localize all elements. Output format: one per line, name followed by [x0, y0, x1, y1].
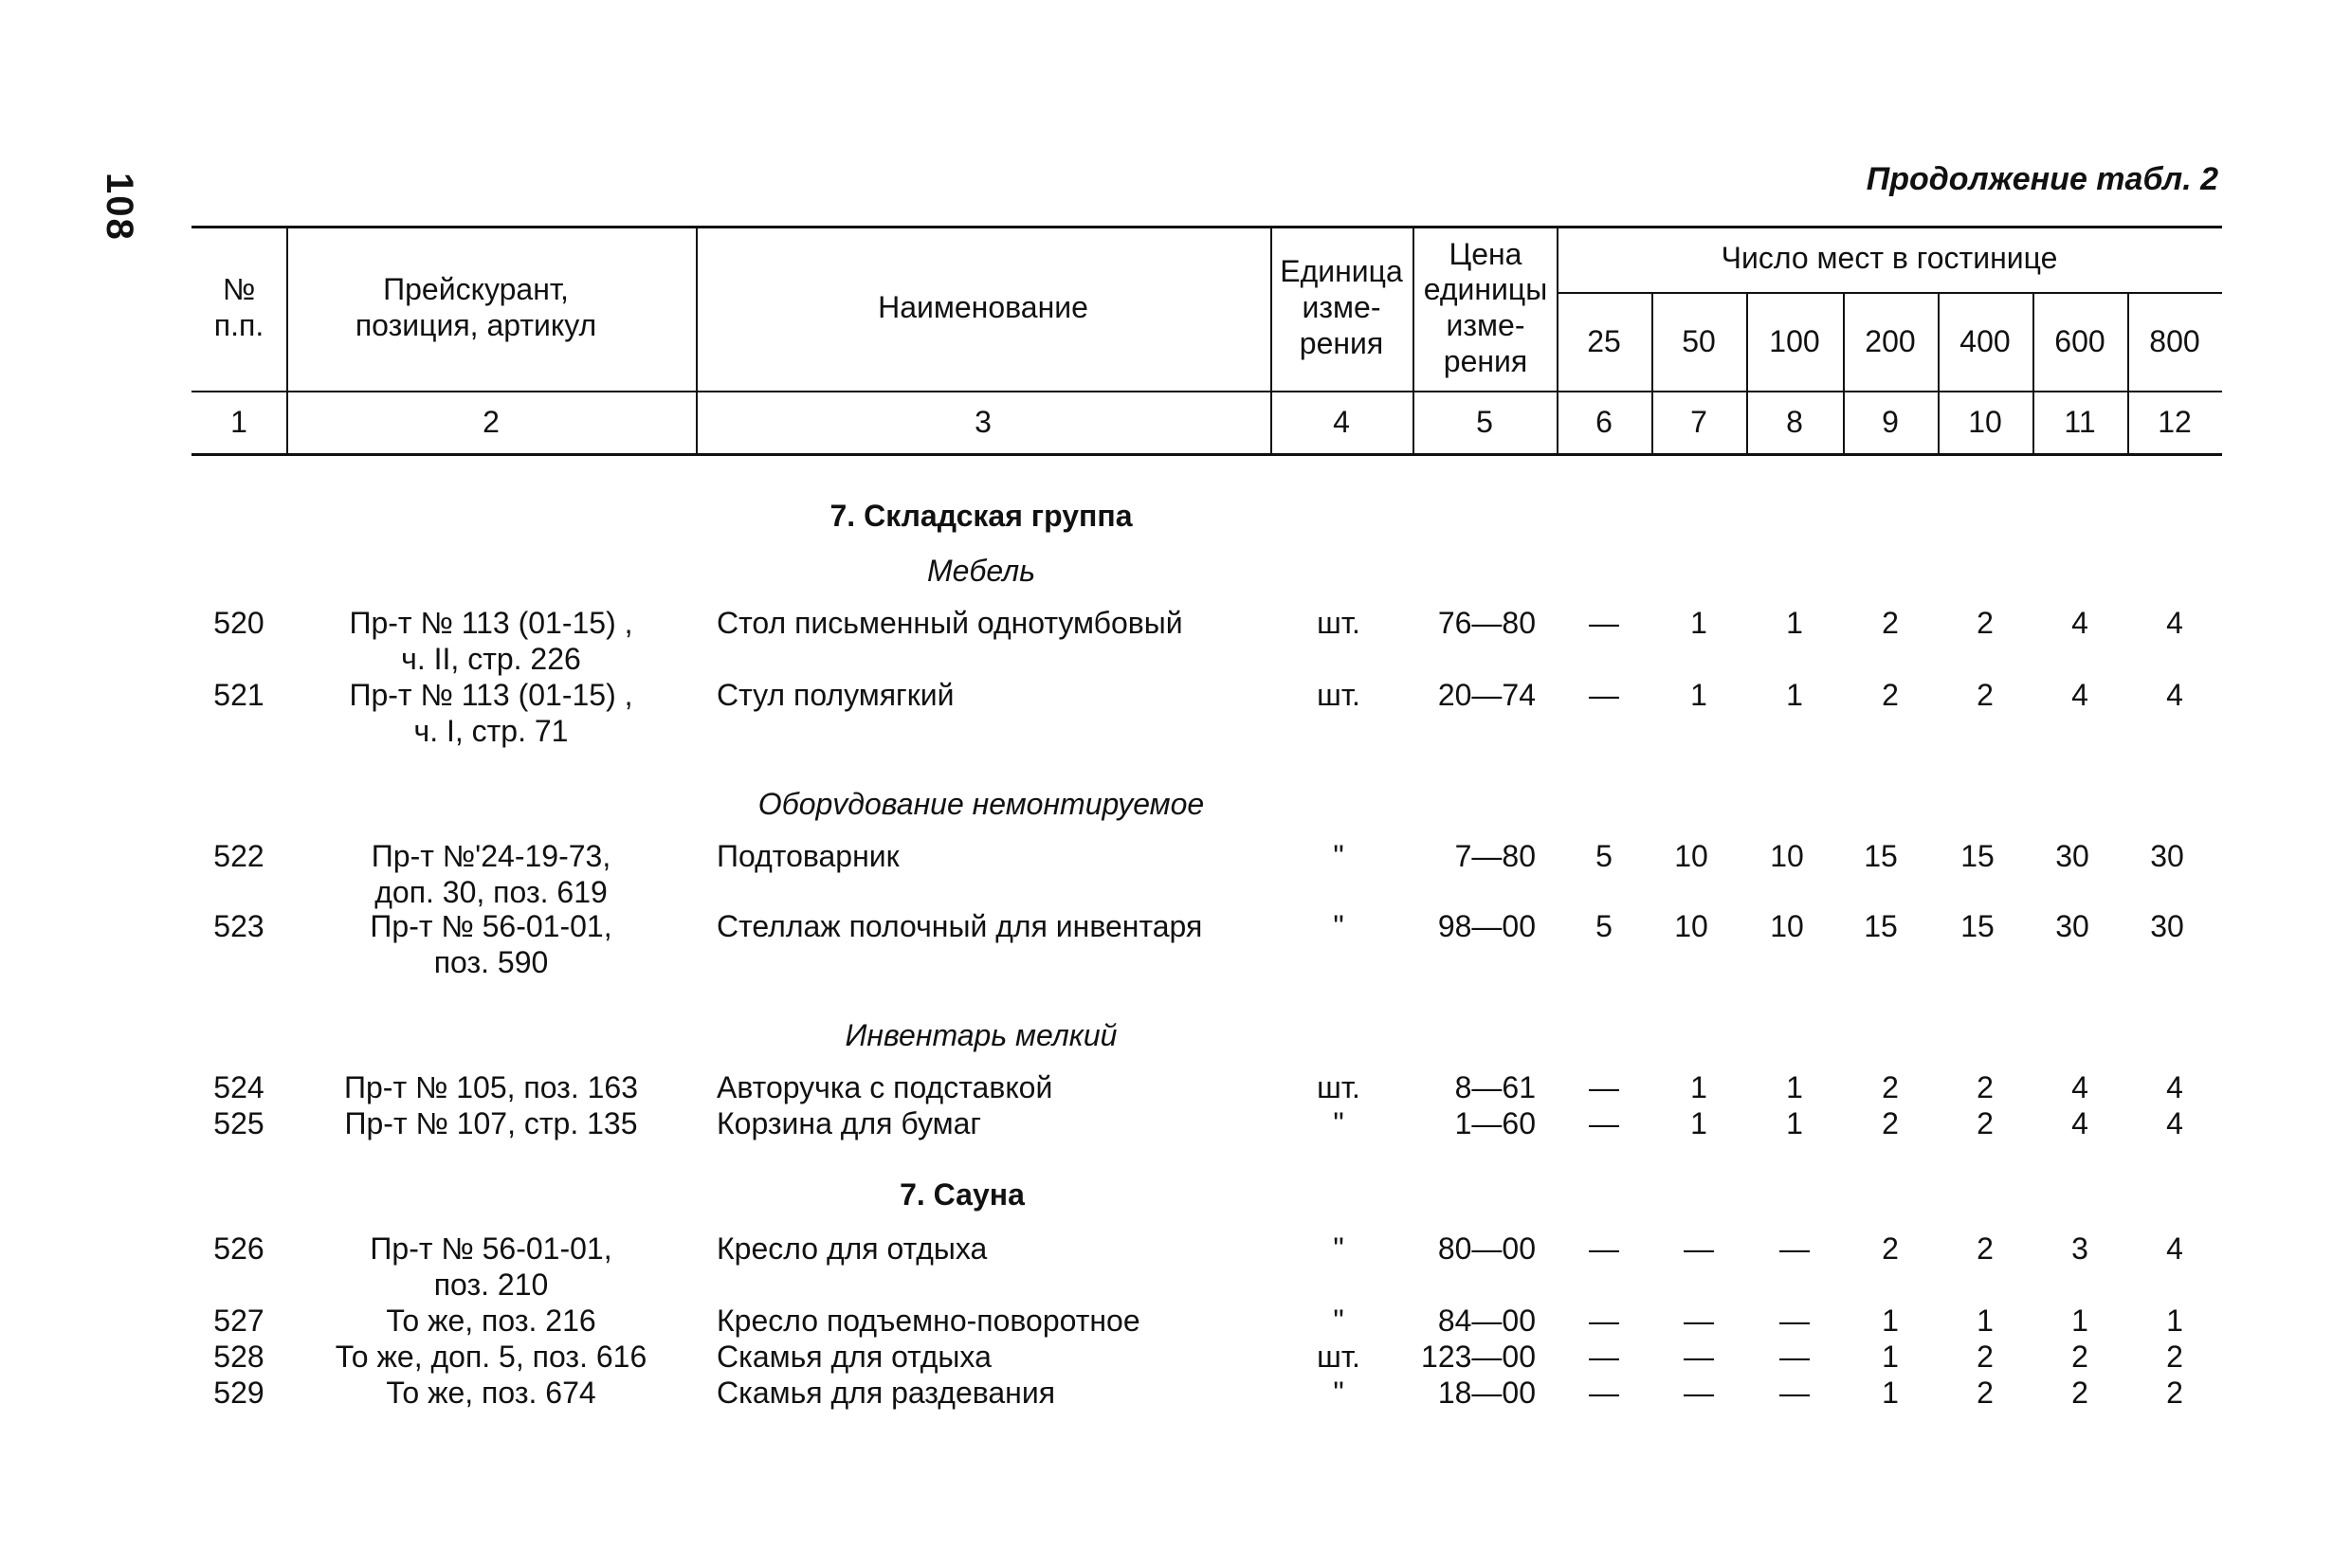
- qty-400: 2: [1977, 1376, 1994, 1410]
- qty-50: 10: [1674, 909, 1708, 943]
- row-unit: шт.: [1317, 1340, 1360, 1374]
- col-number: 12: [2158, 405, 2192, 440]
- qty-600: 30: [2055, 909, 2089, 943]
- row-name: Скамья для раздевания: [717, 1376, 1056, 1410]
- qty-25: —: [1589, 1106, 1619, 1140]
- row-unit: шт.: [1317, 1070, 1360, 1104]
- qty-600: 4: [2071, 1106, 2088, 1140]
- row-name: Подтоварник: [717, 839, 900, 873]
- row-name: Кресло подъемно-поворотное: [717, 1304, 1140, 1338]
- row-unit: ": [1333, 1376, 1344, 1410]
- row-price-list-cont: поз. 590: [433, 945, 549, 979]
- row-name: Стол письменный однотумбовый: [717, 606, 1183, 640]
- col-number: 9: [1882, 405, 1899, 440]
- row-price-list: Пр-т № 56-01-01,: [370, 909, 612, 943]
- col-number: 6: [1595, 405, 1613, 440]
- row-number: 520: [213, 606, 264, 640]
- qty-50: 1: [1690, 1106, 1707, 1140]
- qty-400: 2: [1977, 678, 1994, 712]
- qty-800: 4: [2166, 1106, 2183, 1140]
- subsection-title: Оборvдование немонтируемое: [757, 787, 1205, 821]
- qty-50: 1: [1690, 1070, 1707, 1104]
- row-cost: 123—00: [1421, 1340, 1536, 1374]
- row-number: 523: [213, 909, 264, 943]
- row-price-list: То же, поз. 216: [386, 1304, 596, 1338]
- qty-25: —: [1589, 1304, 1619, 1338]
- subsection-title: Инвентарь мелкий: [845, 1018, 1118, 1052]
- capacity-600: 600: [2054, 324, 2105, 359]
- qty-25: 5: [1595, 839, 1613, 873]
- qty-600: 3: [2071, 1231, 2088, 1266]
- qty-200: 2: [1882, 678, 1899, 712]
- row-unit: ": [1333, 1106, 1344, 1140]
- table-header: [191, 226, 2222, 457]
- row-number: 527: [213, 1304, 264, 1338]
- qty-800: 4: [2166, 1231, 2183, 1266]
- header-col-unit: Единица изме- рения: [1280, 254, 1403, 360]
- row-number: 529: [213, 1376, 264, 1410]
- row-number: 522: [213, 839, 264, 873]
- row-name: Стеллаж полочный для инвентаря: [717, 909, 1203, 943]
- row-name: Корзина для бумаг: [717, 1106, 982, 1140]
- qty-400: 1: [1977, 1304, 1994, 1338]
- col-number: 1: [230, 405, 247, 440]
- row-cost: 76—80: [1437, 606, 1536, 640]
- qty-600: 1: [2071, 1304, 2088, 1338]
- col-number: 7: [1690, 405, 1707, 440]
- row-name: Кресло для отдыха: [717, 1231, 988, 1266]
- header-col-num: № п.п.: [213, 272, 264, 342]
- capacity-400: 400: [1959, 324, 2011, 359]
- page-number: 108: [99, 173, 140, 242]
- col-number: 8: [1786, 405, 1803, 440]
- row-price-list: Пр-т №'24-19-73,: [371, 839, 611, 873]
- row-cost: 8—61: [1454, 1070, 1536, 1104]
- row-number: 525: [213, 1106, 264, 1140]
- header-col-places: Число мест в гостинице: [1721, 241, 2058, 276]
- qty-600: 4: [2071, 1070, 2088, 1104]
- row-price-list-cont: доп. 30, поз. 619: [374, 875, 608, 909]
- qty-100: —: [1779, 1304, 1810, 1338]
- row-number: 524: [213, 1070, 264, 1104]
- qty-200: 2: [1882, 606, 1899, 640]
- row-price-list: То же, доп. 5, поз. 616: [335, 1340, 647, 1374]
- row-price-list-cont: поз. 210: [433, 1267, 549, 1302]
- row-price-list: Пр-т № 107, стр. 135: [344, 1106, 638, 1140]
- row-unit: ": [1333, 839, 1344, 873]
- row-price-list: Пр-т № 113 (01-15) ,: [349, 678, 633, 712]
- qty-50: —: [1684, 1231, 1714, 1266]
- qty-800: 2: [2166, 1376, 2183, 1410]
- row-unit: шт.: [1317, 606, 1360, 640]
- qty-400: 2: [1977, 1231, 1994, 1266]
- qty-200: 15: [1864, 909, 1898, 943]
- qty-50: —: [1684, 1304, 1714, 1338]
- capacity-100: 100: [1769, 324, 1820, 359]
- qty-25: —: [1589, 606, 1619, 640]
- qty-800: 4: [2166, 606, 2183, 640]
- row-unit: ": [1333, 909, 1344, 943]
- qty-800: 4: [2166, 678, 2183, 712]
- qty-800: 4: [2166, 1070, 2183, 1104]
- qty-50: 1: [1690, 606, 1707, 640]
- qty-100: 1: [1786, 606, 1803, 640]
- row-price-list: Пр-т № 113 (01-15) ,: [349, 606, 633, 640]
- qty-200: 15: [1864, 839, 1898, 873]
- qty-100: 10: [1770, 839, 1804, 873]
- header-col-cost: Цена единицы изме- рения: [1423, 236, 1548, 378]
- qty-100: —: [1779, 1231, 1810, 1266]
- qty-100: —: [1779, 1376, 1810, 1410]
- table-continuation-label: Продолжение табл. 2: [1866, 161, 2218, 197]
- header-bottom-rule: [191, 453, 2222, 456]
- qty-50: —: [1684, 1340, 1714, 1374]
- qty-600: 30: [2055, 839, 2089, 873]
- col-number: 4: [1333, 405, 1350, 440]
- row-cost: 98—00: [1437, 909, 1536, 943]
- qty-100: —: [1779, 1340, 1810, 1374]
- qty-50: —: [1684, 1376, 1714, 1410]
- row-cost: 7—80: [1454, 839, 1536, 873]
- qty-600: 2: [2071, 1340, 2088, 1374]
- qty-200: 1: [1882, 1376, 1899, 1410]
- row-number: 521: [213, 678, 264, 712]
- col-number: 11: [2064, 405, 2096, 440]
- row-name: Авторучка с подставкой: [717, 1070, 1053, 1104]
- qty-200: 1: [1882, 1304, 1899, 1338]
- col-number: 10: [1968, 405, 2002, 440]
- qty-100: 10: [1770, 909, 1804, 943]
- capacity-25: 25: [1587, 324, 1621, 359]
- qty-25: —: [1589, 1376, 1619, 1410]
- qty-400: 15: [1960, 839, 1995, 873]
- col-number: 3: [975, 405, 992, 440]
- qty-600: 2: [2071, 1376, 2088, 1410]
- qty-400: 2: [1977, 1106, 1994, 1140]
- header-col-price: Прейскурант, позиция, артикул: [355, 272, 597, 342]
- header-col-name: Наименование: [878, 290, 1088, 325]
- qty-400: 15: [1960, 909, 1995, 943]
- row-cost: 1—60: [1454, 1106, 1536, 1140]
- qty-25: —: [1589, 1340, 1619, 1374]
- qty-25: —: [1589, 678, 1619, 712]
- col-number: 5: [1476, 405, 1493, 440]
- qty-25: —: [1589, 1070, 1619, 1104]
- row-cost: 80—00: [1437, 1231, 1536, 1266]
- qty-25: 5: [1595, 909, 1613, 943]
- qty-800: 30: [2150, 839, 2184, 873]
- qty-100: 1: [1786, 678, 1803, 712]
- qty-200: 2: [1882, 1231, 1899, 1266]
- row-price-list-cont: ч. II, стр. 226: [401, 642, 581, 676]
- row-price-list: Пр-т № 56-01-01,: [370, 1231, 612, 1266]
- row-unit: ": [1333, 1304, 1344, 1338]
- row-unit: ": [1333, 1231, 1344, 1266]
- row-price-list-cont: ч. I, стр. 71: [413, 714, 569, 748]
- section-title: 7. Сауна: [900, 1177, 1025, 1212]
- qty-100: 1: [1786, 1070, 1803, 1104]
- section-title: 7. Складская группа: [829, 499, 1133, 533]
- qty-50: 10: [1674, 839, 1708, 873]
- qty-50: 1: [1690, 678, 1707, 712]
- qty-200: 1: [1882, 1340, 1899, 1374]
- capacity-50: 50: [1682, 324, 1716, 359]
- row-number: 528: [213, 1340, 264, 1374]
- row-price-list: Пр-т № 105, поз. 163: [344, 1070, 638, 1104]
- qty-25: —: [1589, 1231, 1619, 1266]
- row-number: 526: [213, 1231, 264, 1266]
- row-cost: 84—00: [1437, 1304, 1536, 1338]
- qty-200: 2: [1882, 1106, 1899, 1140]
- capacity-200: 200: [1865, 324, 1916, 359]
- row-name: Скамья для отдыха: [717, 1340, 992, 1374]
- qty-800: 30: [2150, 909, 2184, 943]
- qty-200: 2: [1882, 1070, 1899, 1104]
- row-price-list: То же, поз. 674: [386, 1376, 596, 1410]
- qty-800: 1: [2166, 1304, 2183, 1338]
- qty-100: 1: [1786, 1106, 1803, 1140]
- col-number: 2: [483, 405, 500, 440]
- qty-400: 2: [1977, 606, 1994, 640]
- qty-400: 2: [1977, 1340, 1994, 1374]
- row-cost: 20—74: [1437, 678, 1536, 712]
- row-cost: 18—00: [1437, 1376, 1536, 1410]
- qty-600: 4: [2071, 678, 2088, 712]
- subsection-title: Мебель: [926, 554, 1036, 588]
- qty-600: 4: [2071, 606, 2088, 640]
- qty-800: 2: [2166, 1340, 2183, 1374]
- qty-400: 2: [1977, 1070, 1994, 1104]
- row-unit: шт.: [1317, 678, 1360, 712]
- capacity-800: 800: [2149, 324, 2200, 359]
- row-name: Стул полумягкий: [717, 678, 955, 712]
